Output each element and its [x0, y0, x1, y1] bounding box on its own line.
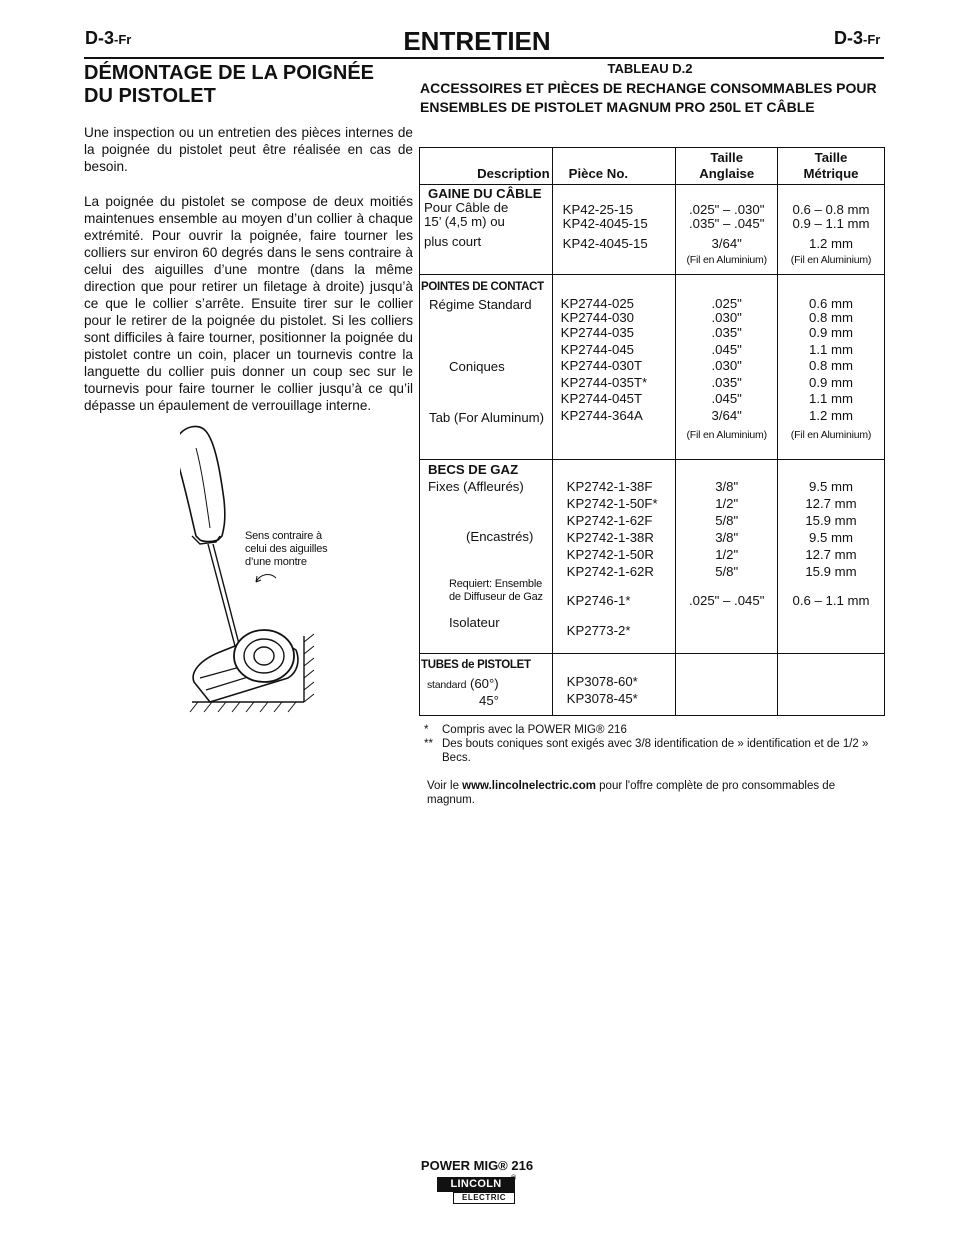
- page-code: D-3: [834, 28, 864, 48]
- part-number: KP2773-2*: [566, 623, 631, 639]
- tips-description: [420, 275, 553, 460]
- metric-size: 0.9 – 1.1 mm: [792, 216, 870, 231]
- procedure-paragraph: La poignée du pistolet se compose de deux moitiés maintenues ensemble au moyen d’un collier à chaque extrémité. Pour ouvrir la poignée, faire tourner les colliers sur environ 60 degrés dans le sens contraire à celui des aiguilles d’une montre (dans la même direction que pour retirer un filetage à droite) jusqu’à ce que le collier s’arrête. Ensuite tirer sur le collier pour le retirer de la poignée du pistolet. Si les colliers sont difficiles à faire tourner, positionner la poignée du pistolet contre un coin, placer un tournevis contre la languette du collier puis donner un coup sec sur le tournevis pour faire tourner le collier jusqu’à ce qu’il dépasse un épaulement de verrouillage interne.: [84, 194, 413, 413]
- part-number: KP2742-1-62F: [566, 512, 653, 528]
- metric-size: 1.1 mm: [809, 341, 853, 357]
- part-number: KP2744-030T: [560, 358, 643, 374]
- metric-size: 0.8 mm: [809, 310, 853, 325]
- header-part: Pièce No.: [552, 148, 676, 185]
- english-size: .035": [711, 325, 742, 340]
- metric-size: 9.5 mm: [809, 529, 853, 545]
- part-number: KP2744-364A: [560, 407, 643, 423]
- part-number: KP42-4045-15: [562, 236, 648, 251]
- aluminum-note: (Fil en Aluminium): [790, 254, 872, 266]
- footnote-2-text: Des bouts coniques sont exigés avec 3/8 identification de » identification et de 1/2 » Becs.: [442, 738, 869, 764]
- english-size: 5/8": [715, 563, 739, 579]
- part-number: KP3078-60*: [566, 674, 638, 689]
- footnote-1-mark: *: [424, 724, 429, 736]
- tips-english: [676, 275, 778, 460]
- part-number: KP2744-045T: [560, 391, 643, 407]
- diffuser-desc-1: Requiert: Ensemble: [449, 577, 543, 590]
- footnote-1: [424, 723, 884, 737]
- section-heading-line2: DU PISTOLET: [84, 85, 216, 107]
- table-row-nozzles: [420, 460, 885, 654]
- parts-table: [419, 147, 885, 716]
- header-english-1: Taille: [710, 150, 744, 165]
- see-website-note: [427, 779, 879, 807]
- part-number: KP2744-045: [560, 341, 634, 357]
- table-row-tips: [420, 275, 885, 460]
- metric-size: 0.8 mm: [809, 358, 853, 374]
- english-size: .030": [711, 358, 742, 374]
- part-number: KP2744-025: [560, 296, 634, 311]
- tubes-desc-standard: (60°): [469, 675, 499, 691]
- english-size: .030": [711, 310, 742, 325]
- footnote-1-text: Compris avec la POWER MIG® 216: [442, 724, 627, 736]
- metric-size: 0.6 – 0.8 mm: [792, 202, 870, 217]
- nozzles-desc-recessed: (Encastrés): [466, 529, 534, 545]
- part-number: KP2742-1-50F*: [566, 495, 658, 511]
- header-metric-2: Métrique: [803, 166, 859, 181]
- page-code-suffix: -Fr: [863, 32, 881, 47]
- aluminum-note: (Fil en Aluminium): [790, 428, 872, 441]
- page-code: D-3: [85, 28, 115, 48]
- metric-size: 15.9 mm: [805, 563, 857, 579]
- table-header-row: [420, 148, 885, 185]
- liner-metric: [778, 185, 885, 275]
- nozzles-description: [420, 460, 553, 654]
- nozzles-parts: [552, 460, 676, 654]
- metric-size: 9.5 mm: [809, 479, 853, 494]
- english-size: .025" – .030": [689, 202, 765, 217]
- part-number: KP2742-1-50R: [566, 546, 654, 562]
- diffuser-desc-2: de Diffuseur de Gaz: [449, 590, 543, 603]
- header-english: [676, 148, 778, 185]
- nozzles-metric: [778, 460, 885, 654]
- header-rule: [84, 57, 884, 59]
- lincoln-electric-logo: [437, 1177, 517, 1205]
- part-number: KP2746-1*: [566, 593, 631, 609]
- nozzles-desc-diffuser: [428, 578, 552, 604]
- nozzles-desc-flush: Fixes (Affleurés): [428, 478, 524, 494]
- tubes-desc-45: 45°: [479, 693, 499, 709]
- intro-paragraph: Une inspection ou un entretien des pièces internes de la poignée du pistolet peut être réalisée en cas de besoin.: [84, 125, 413, 174]
- liner-desc-2: 15’ (4,5 m) ou: [424, 214, 505, 229]
- tips-section-label: POINTES DE CONTACT: [421, 281, 544, 293]
- part-number: KP2742-1-38F: [566, 479, 653, 494]
- table-number: TABLEAU D.2: [607, 61, 693, 76]
- section-heading: [84, 62, 404, 108]
- nozzles-section-label: BECS DE GAZ: [428, 462, 519, 477]
- tubes-parts: [552, 654, 676, 716]
- see-prefix: Voir le: [427, 780, 459, 792]
- footer-product: POWER MIG® 216: [420, 1158, 534, 1173]
- page-code-suffix: -Fr: [114, 32, 132, 47]
- figure-caption-line2: celui des aiguilles: [245, 543, 328, 555]
- part-number: KP42-25-15: [562, 202, 634, 217]
- english-size: 1/2": [715, 495, 739, 511]
- metric-size: 0.9 mm: [809, 325, 853, 340]
- part-number: KP3078-45*: [566, 690, 638, 706]
- header-description: Description: [420, 148, 553, 185]
- metric-size: 0.6 mm: [809, 296, 853, 311]
- logo-bottom: ELECTRIC: [453, 1192, 515, 1204]
- liner-description: [420, 185, 553, 275]
- english-size: .045": [711, 391, 742, 407]
- english-size: .035": [711, 374, 742, 390]
- metric-size: 12.7 mm: [805, 546, 857, 562]
- nozzles-english: [676, 460, 778, 654]
- logo-registered: ®: [511, 1175, 517, 1182]
- header-english-2: Anglaise: [699, 166, 755, 181]
- liner-section-label: GAINE DU CÂBLE: [428, 186, 542, 201]
- part-number: KP2744-030: [560, 310, 634, 325]
- page-title: ENTRETIEN: [403, 26, 551, 56]
- tips-metric: [778, 275, 885, 460]
- figure-caption-line1: Sens contraire à: [245, 530, 322, 542]
- header-metric: [778, 148, 885, 185]
- english-size: 5/8": [715, 512, 739, 528]
- logo-top: LINCOLN: [437, 1177, 515, 1192]
- table-title: ACCESSOIRES ET PIÈCES DE RECHANGE CONSOMMABLES POUR ENSEMBLES DE PISTOLET MAGNUM PRO 250L ET CÂBLE: [420, 80, 877, 115]
- tubes-english: [676, 654, 778, 716]
- screwdriver-handle-icon: [180, 426, 225, 541]
- metric-size: 12.7 mm: [805, 495, 857, 511]
- part-number: KP2742-1-38R: [566, 529, 654, 545]
- tubes-description: [420, 654, 553, 716]
- english-size: 1/2": [715, 546, 739, 562]
- screwdriver-shaft: [208, 544, 235, 646]
- part-number: KP42-4045-15: [562, 216, 648, 231]
- liner-desc-1: Pour Câble de: [424, 200, 509, 215]
- liner-english: [676, 185, 778, 275]
- english-size: .025" – .045": [689, 593, 765, 609]
- english-size: 3/8": [715, 529, 739, 545]
- footnote-2: [424, 737, 884, 765]
- gun-handle-illustration: [180, 420, 330, 720]
- metric-size: 0.6 – 1.1 mm: [792, 593, 870, 609]
- english-size: 3/64": [711, 407, 742, 423]
- table-row-tubes: [420, 654, 885, 716]
- metric-size: 0.9 mm: [809, 374, 853, 390]
- figure-caption: [245, 530, 365, 569]
- metric-size: 15.9 mm: [805, 512, 857, 528]
- tips-desc-tab: Tab (For Aluminum): [429, 409, 545, 425]
- part-number: KP2742-1-62R: [566, 563, 654, 579]
- tips-desc-standard: Régime Standard: [429, 296, 532, 312]
- english-size: .045": [711, 341, 742, 357]
- tips-desc-conical: Coniques: [449, 359, 505, 375]
- website-link[interactable]: www.lincolnelectric.com: [462, 780, 596, 792]
- metric-size: 1.2 mm: [809, 236, 853, 251]
- part-number: KP2744-035T*: [560, 374, 648, 390]
- english-size: .035" – .045": [689, 216, 765, 231]
- tubes-desc-standard-prefix: standard: [427, 678, 467, 691]
- nozzles-desc-insulator: Isolateur: [449, 614, 500, 630]
- figure-caption-line3: d’une montre: [245, 556, 307, 568]
- collar: [234, 630, 294, 682]
- liner-parts: [552, 185, 676, 275]
- english-size: 3/64": [711, 236, 742, 251]
- header-metric-1: Taille: [814, 150, 848, 165]
- liner-desc-3: plus court: [424, 234, 482, 249]
- metric-size: 1.1 mm: [809, 391, 853, 407]
- english-size: 3/8": [715, 479, 739, 494]
- section-heading-line1: DÉMONTAGE DE LA POIGNÉE: [84, 62, 375, 84]
- table-row-liner: [420, 185, 885, 275]
- aluminum-note: (Fil en Aluminium): [686, 254, 767, 266]
- footnote-2-mark: **: [424, 738, 433, 750]
- aluminum-note: (Fil en Aluminium): [686, 428, 767, 441]
- tips-parts: [552, 275, 676, 460]
- english-size: .025": [711, 296, 742, 311]
- tubes-section-label: TUBES de PISTOLET: [421, 659, 531, 671]
- tubes-metric: [778, 654, 885, 716]
- metric-size: 1.2 mm: [809, 407, 853, 423]
- see-suffix: pour l'offre complète de pro consommables de magnum.: [427, 780, 836, 806]
- part-number: KP2744-035: [560, 325, 634, 340]
